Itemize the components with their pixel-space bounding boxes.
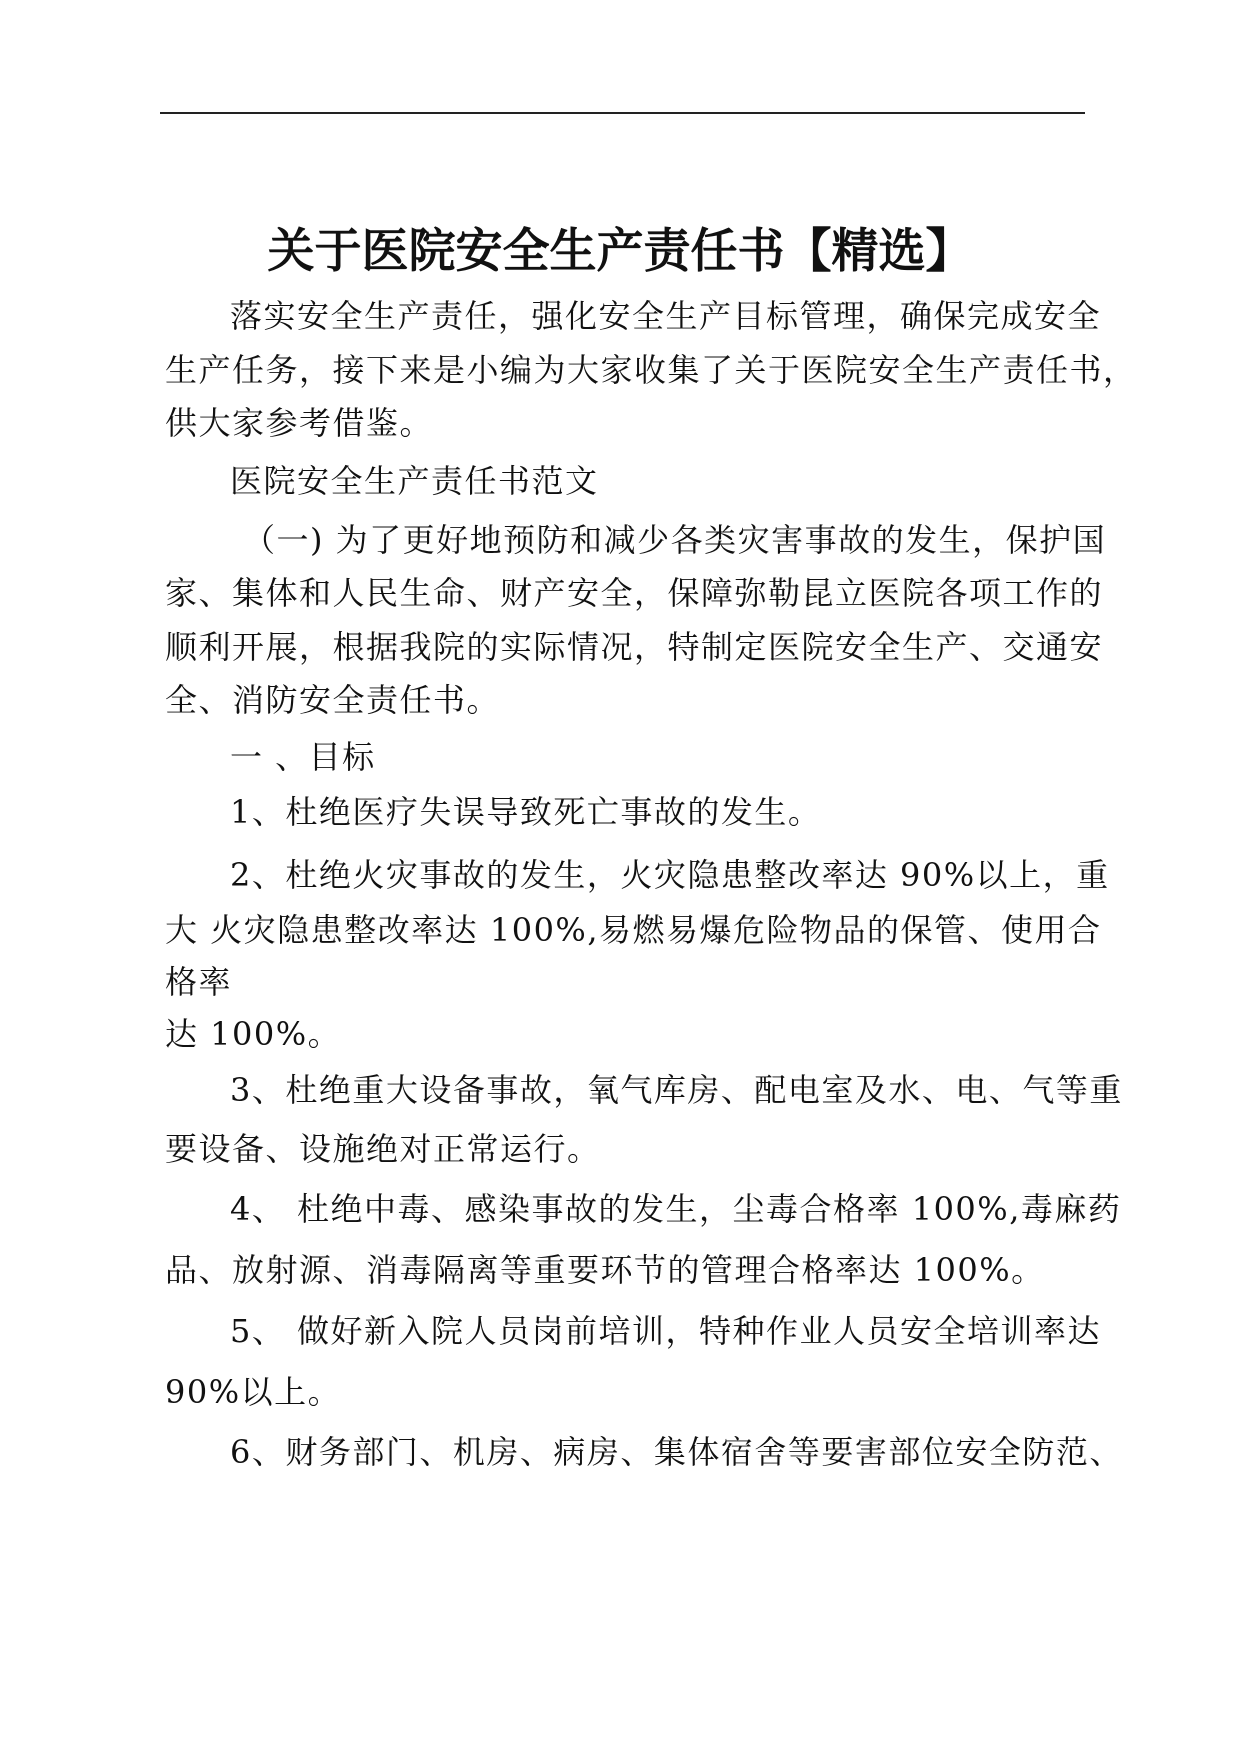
goal-3-line-1: 3、杜绝重大设备事故，氧气库房、配电室及水、电、气等重 bbox=[230, 1071, 1123, 1109]
goal-4-line-1: 4、 杜绝中毒、感染事故的发生，尘毒合格率 100%,毒麻药 bbox=[230, 1190, 1122, 1228]
goal-2-line-3: 格率 bbox=[165, 963, 233, 1001]
body-line-3: 供大家参考借鉴。 bbox=[165, 404, 434, 442]
goal-2-line-4: 达 100%。 bbox=[165, 1015, 342, 1053]
subheading-goals: 一 、目标 bbox=[230, 738, 376, 776]
goal-3-line-2: 要设备、设施绝对正常运行。 bbox=[165, 1130, 601, 1168]
goal-1: 1、杜绝医疗失误导致死亡事故的发生。 bbox=[230, 793, 822, 831]
section-heading: 医院安全生产责任书范文 bbox=[230, 462, 599, 500]
goal-4-line-2: 品、放射源、消毒隔离等重要环节的管理合格率达 100%。 bbox=[165, 1251, 1045, 1289]
body-line-6: 家、集体和人民生命、财产安全，保障弥勒昆立医院各项工作的 bbox=[165, 574, 1104, 612]
body-line-7: 顺利开展，根据我院的实际情况，特制定医院安全生产、交通安 bbox=[165, 628, 1104, 666]
goal-6-line-1: 6、财务部门、机房、病房、集体宿舍等要害部位安全防范、 bbox=[230, 1433, 1123, 1471]
body-line-5: （一) 为了更好地预防和减少各类灾害事故的发生，保护国 bbox=[243, 521, 1107, 559]
goal-5-line-2: 90%以上。 bbox=[165, 1373, 342, 1411]
goal-2-line-1: 2、杜绝火灾事故的发生，火灾隐患整改率达 90%以上，重 bbox=[230, 856, 1110, 894]
goal-5-line-1: 5、 做好新入院人员岗前培训，特种作业人员安全培训率达 bbox=[230, 1312, 1102, 1350]
body-line-1: 落实安全生产责任，强化安全生产目标管理，确保完成安全 bbox=[230, 297, 1102, 335]
header-rule bbox=[160, 112, 1085, 114]
body-line-2: 生产任务，接下来是小编为大家收集了关于医院安全生产责任书， bbox=[165, 351, 1137, 389]
body-line-8: 全、消防安全责任书。 bbox=[165, 681, 501, 719]
document-title: 关于医院安全生产责任书【精选】 bbox=[267, 224, 973, 279]
goal-2-line-2: 大 火灾隐患整改率达 100%,易燃易爆危险物品的保管、使用合 bbox=[165, 911, 1102, 949]
